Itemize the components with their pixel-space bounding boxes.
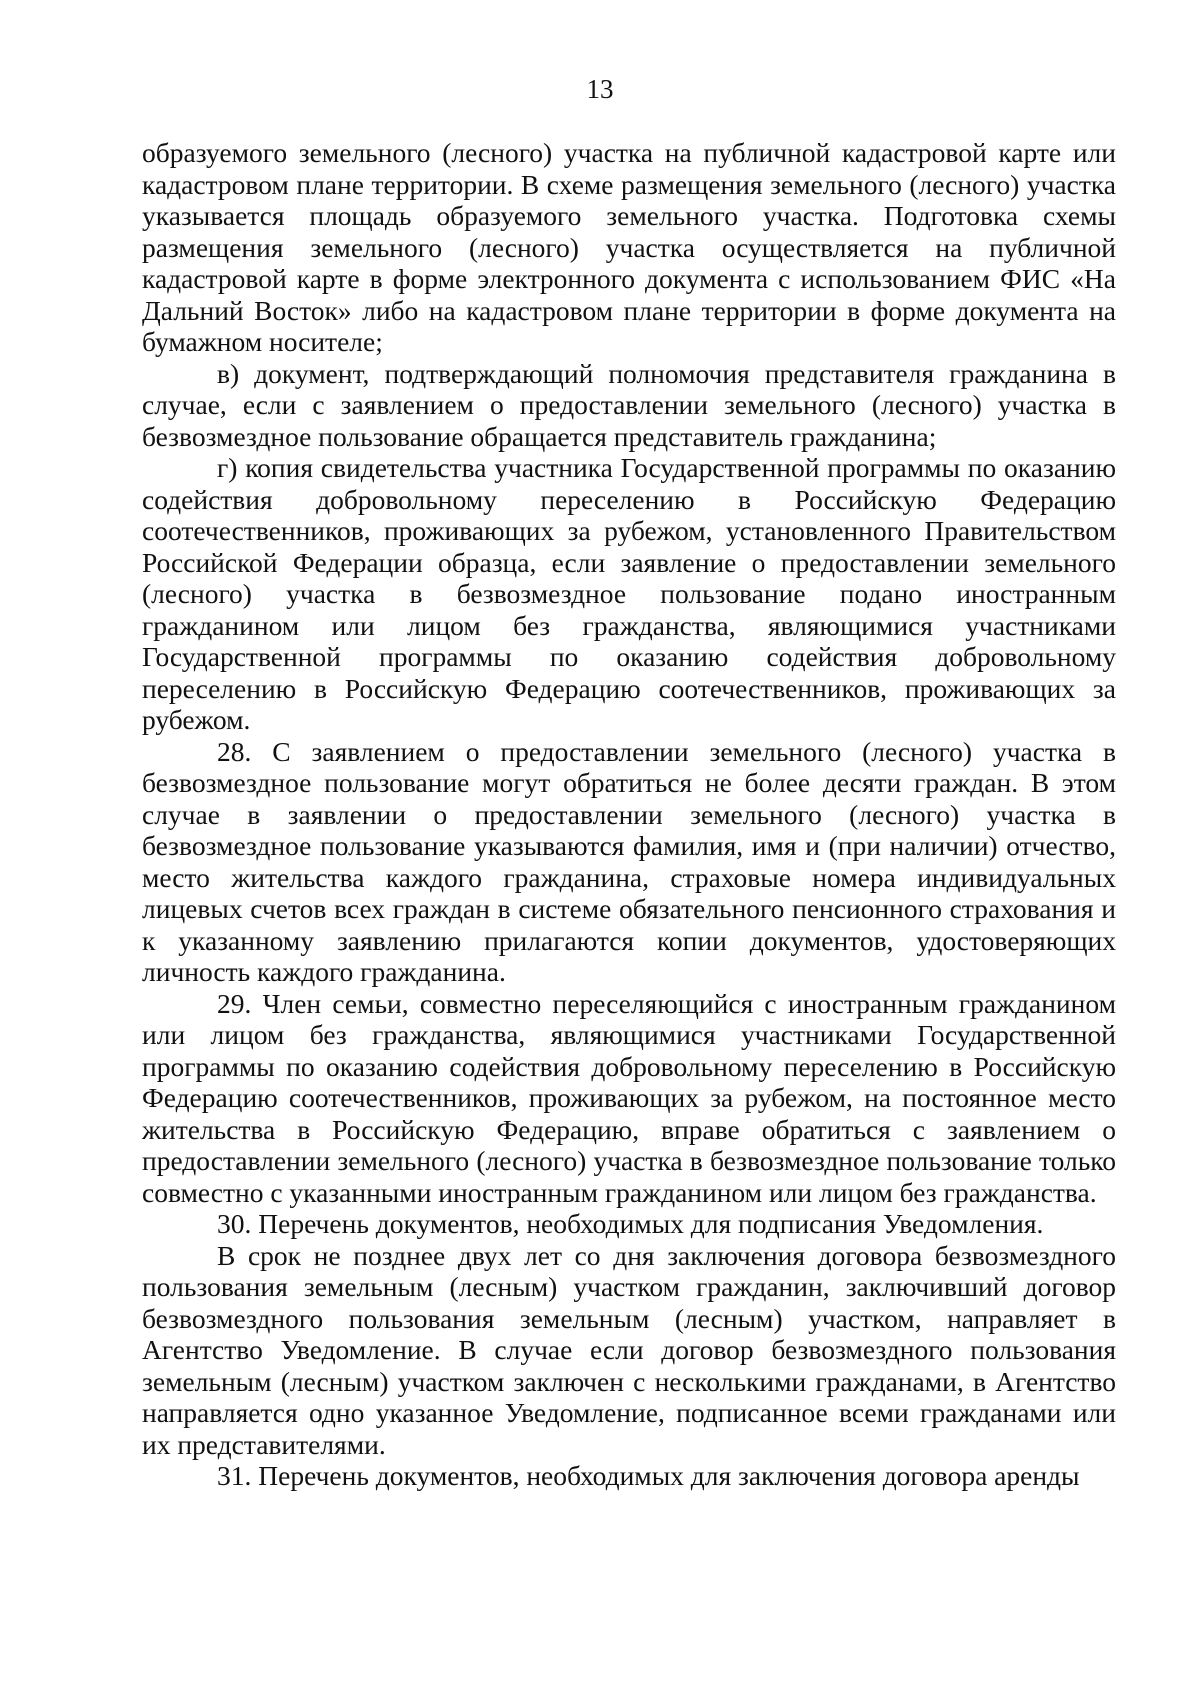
paragraph-continuation: образуемого земельного (лесного) участка на публичной кадастровой карте или кадастровом плане территории. В схеме размещения земельного (лесного) участка указывается площадь образуемого земельного участка. Подготовка схемы размещения земельного (лесного) участка осуществляется на публичной кадастровой карте в форме электронного документа с использованием ФИС «На Дальний Восток» либо на кадастровом плане территории в форме документа на бумажном носителе;: [142, 137, 1116, 357]
paragraph-clause-30: 30. Перечень документов, необходимых для подписания Уведомления.: [217, 1208, 1044, 1239]
page-number: 13: [586, 74, 614, 104]
document-body: [142, 137, 1116, 1492]
paragraph-clause-29: 29. Член семьи, совместно переселяющийся с иностранным гражданином или лицом без гражданства, являющимися участниками Государственной программы по оказанию содействия добровольному переселению в Российскую Федерацию соотечественников, проживающих за рубежом, на постоянное место жительства в Российскую Федерацию, вправе обратиться с заявлением о предоставлении земельного (лесного) участка в безвозмездное пользование только совместно с указанными иностранным гражданином или лицом без гражданства.: [142, 987, 1116, 1208]
paragraph-clause-31: 31. Перечень документов, необходимых для заключения договора аренды: [217, 1460, 1080, 1491]
paragraph-item-v: в) документ, подтверждающий полномочия представителя гражданина в случае, если с заявлением о предоставлении земельного (лесного) участка в безвозмездное пользование обращается представитель гражданина;: [142, 357, 1116, 452]
paragraph-clause-28: 28. С заявлением о предоставлении земельного (лесного) участка в безвозмездное пользование могут обратиться не более десяти граждан. В этом случае в заявлении о предоставлении земельного (лесного) участка в безвозмездное пользование указываются фамилия, имя и (при наличии) отчество, место жительства каждого гражданина, страховые номера индивидуальных лицевых счетов всех граждан в системе обязательного пенсионного страхования и к указанному заявлению прилагаются копии документов, удостоверяющих личность каждого гражданина.: [142, 735, 1116, 987]
paragraph-clause-30-body: В срок не позднее двух лет со дня заключения договора безвозмездного пользования земельным (лесным) участком гражданин, заключивший договор безвозмездного пользования земельным (лесным) участком, направляет в Агентство Уведомление. В случае если договор безвозмездного пользования земельным (лесным) участком заключен с несколькими гражданами, в Агентство направляется одно указанное Уведомление, подписанное всеми гражданами или их представителями.: [142, 1239, 1116, 1460]
paragraph-item-g: г) копия свидетельства участника Государственной программы по оказанию содействия добровольному переселению в Российскую Федерацию соотечественников, проживающих за рубежом, установленного Правительством Российской Федерации образца, если заявление о предоставлении земельного (лесного) участка в безвозмездное пользование подано иностранным гражданином или лицом без гражданства, являющимися участниками Государственной программы по оказанию содействия добровольному переселению в Российскую Федерацию соотечественников, проживающих за рубежом.: [142, 452, 1116, 735]
